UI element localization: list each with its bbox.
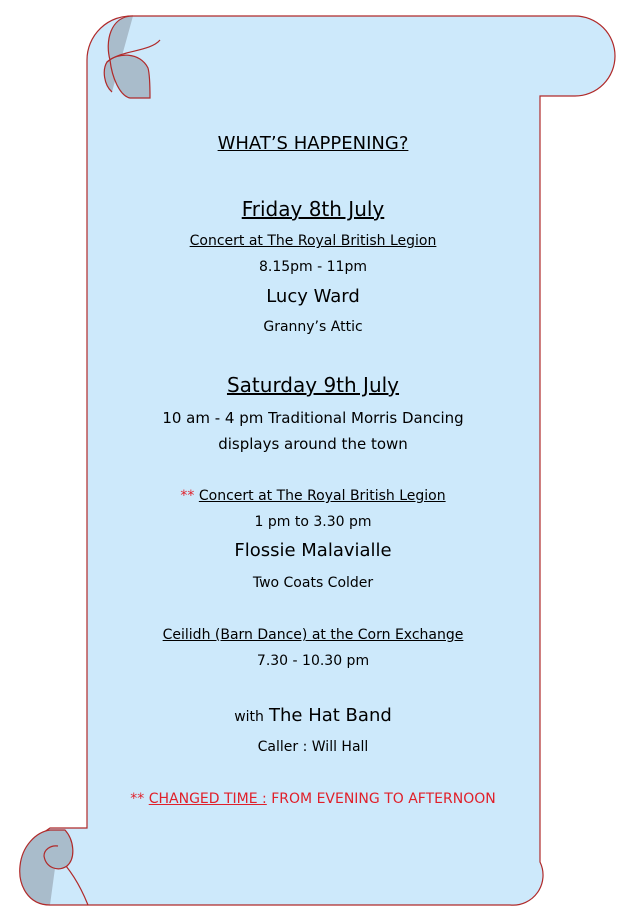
change-text: FROM EVENING TO AFTERNOON — [271, 791, 496, 807]
saturday-concert-venue: Concert at The Royal British Legion — [198, 488, 446, 504]
morris-line-1: 10 am - 4 pm Traditional Morris Dancing — [162, 409, 464, 427]
band-line — [90, 705, 536, 726]
saturday-support: Two Coats Colder — [252, 575, 374, 591]
band-name: The Hat Band — [269, 705, 392, 726]
saturday-concert-venue-line — [90, 488, 536, 504]
asterisk-marker: ** — [180, 488, 195, 504]
friday-time: 8.15pm - 11pm — [259, 259, 367, 275]
changed-time-label: CHANGED TIME : — [148, 791, 267, 807]
footnote — [90, 791, 536, 807]
friday-headliner: Lucy Ward — [266, 286, 360, 307]
with-prefix: with — [234, 709, 264, 725]
friday-support: Granny’s Attic — [263, 319, 363, 335]
saturday-concert-time: 1 pm to 3.30 pm — [254, 514, 372, 530]
saturday-date: Saturday 9th July — [226, 373, 400, 397]
friday-date: Friday 8th July — [241, 197, 385, 221]
ceilidh-venue: Ceilidh (Barn Dance) at the Corn Exchange — [162, 627, 464, 643]
morris-line-2: displays around the town — [218, 435, 408, 453]
ceilidh-time: 7.30 - 10.30 pm — [256, 653, 370, 669]
friday-venue: Concert at The Royal British Legion — [189, 233, 437, 249]
page-heading: WHAT’S HAPPENING? — [217, 133, 409, 154]
caller: Caller : Will Hall — [257, 739, 369, 755]
footnote-marker: ** — [130, 791, 145, 807]
saturday-headliner: Flossie Malavialle — [234, 540, 392, 561]
